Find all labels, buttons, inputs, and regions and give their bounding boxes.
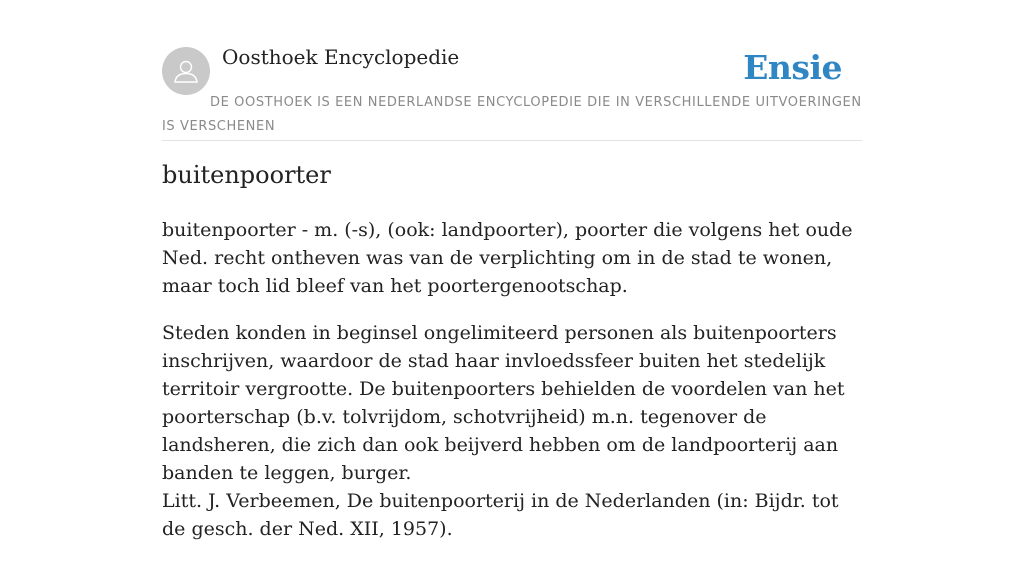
avatar[interactable] [162,47,210,95]
user-icon [171,56,201,86]
site-tagline: DE OOSTHOEK IS EEN NEDERLANDSE ENCYCLOPEDIE DIE IN VERSCHILLENDE UITVOERINGEN IS VERSCHENEN [162,95,862,134]
site-name-link[interactable]: Oosthoek Encyclopedie [222,45,460,69]
site-header [162,0,862,141]
article-paragraph: Steden konden in beginsel ongelimiteerd personen als buitenpoorters inschrijven, waardoor de stad haar invloedssfeer buiten het stedelijk territoir vergrootte. De buitenpoorters behielden de voordelen van het poorterschap (b.v. tolvrijdom, schotvrijheid) m.n. tegenover de landsheren, die zich dan ook beijverd hebben om de landpoorterij aan banden te leggen, burger. [162,322,845,484]
page-title: buitenpoorter [162,161,331,189]
brand-logo[interactable]: Ensie [743,48,842,87]
article-paragraph: buitenpoorter - m. (-s), (ook: landpoorter), poorter die volgens het oude Ned. recht ontheven was van de verplichting om in de stad te wonen, maar toch lid bleef van het poortergenootschap. [162,219,853,297]
article-body [162,216,862,562]
article-reference: Litt. J. Verbeemen, De buitenpoorterij in de Nederlanden (in: Bijdr. tot de gesch. der Ned. XII, 1957). [162,490,839,540]
